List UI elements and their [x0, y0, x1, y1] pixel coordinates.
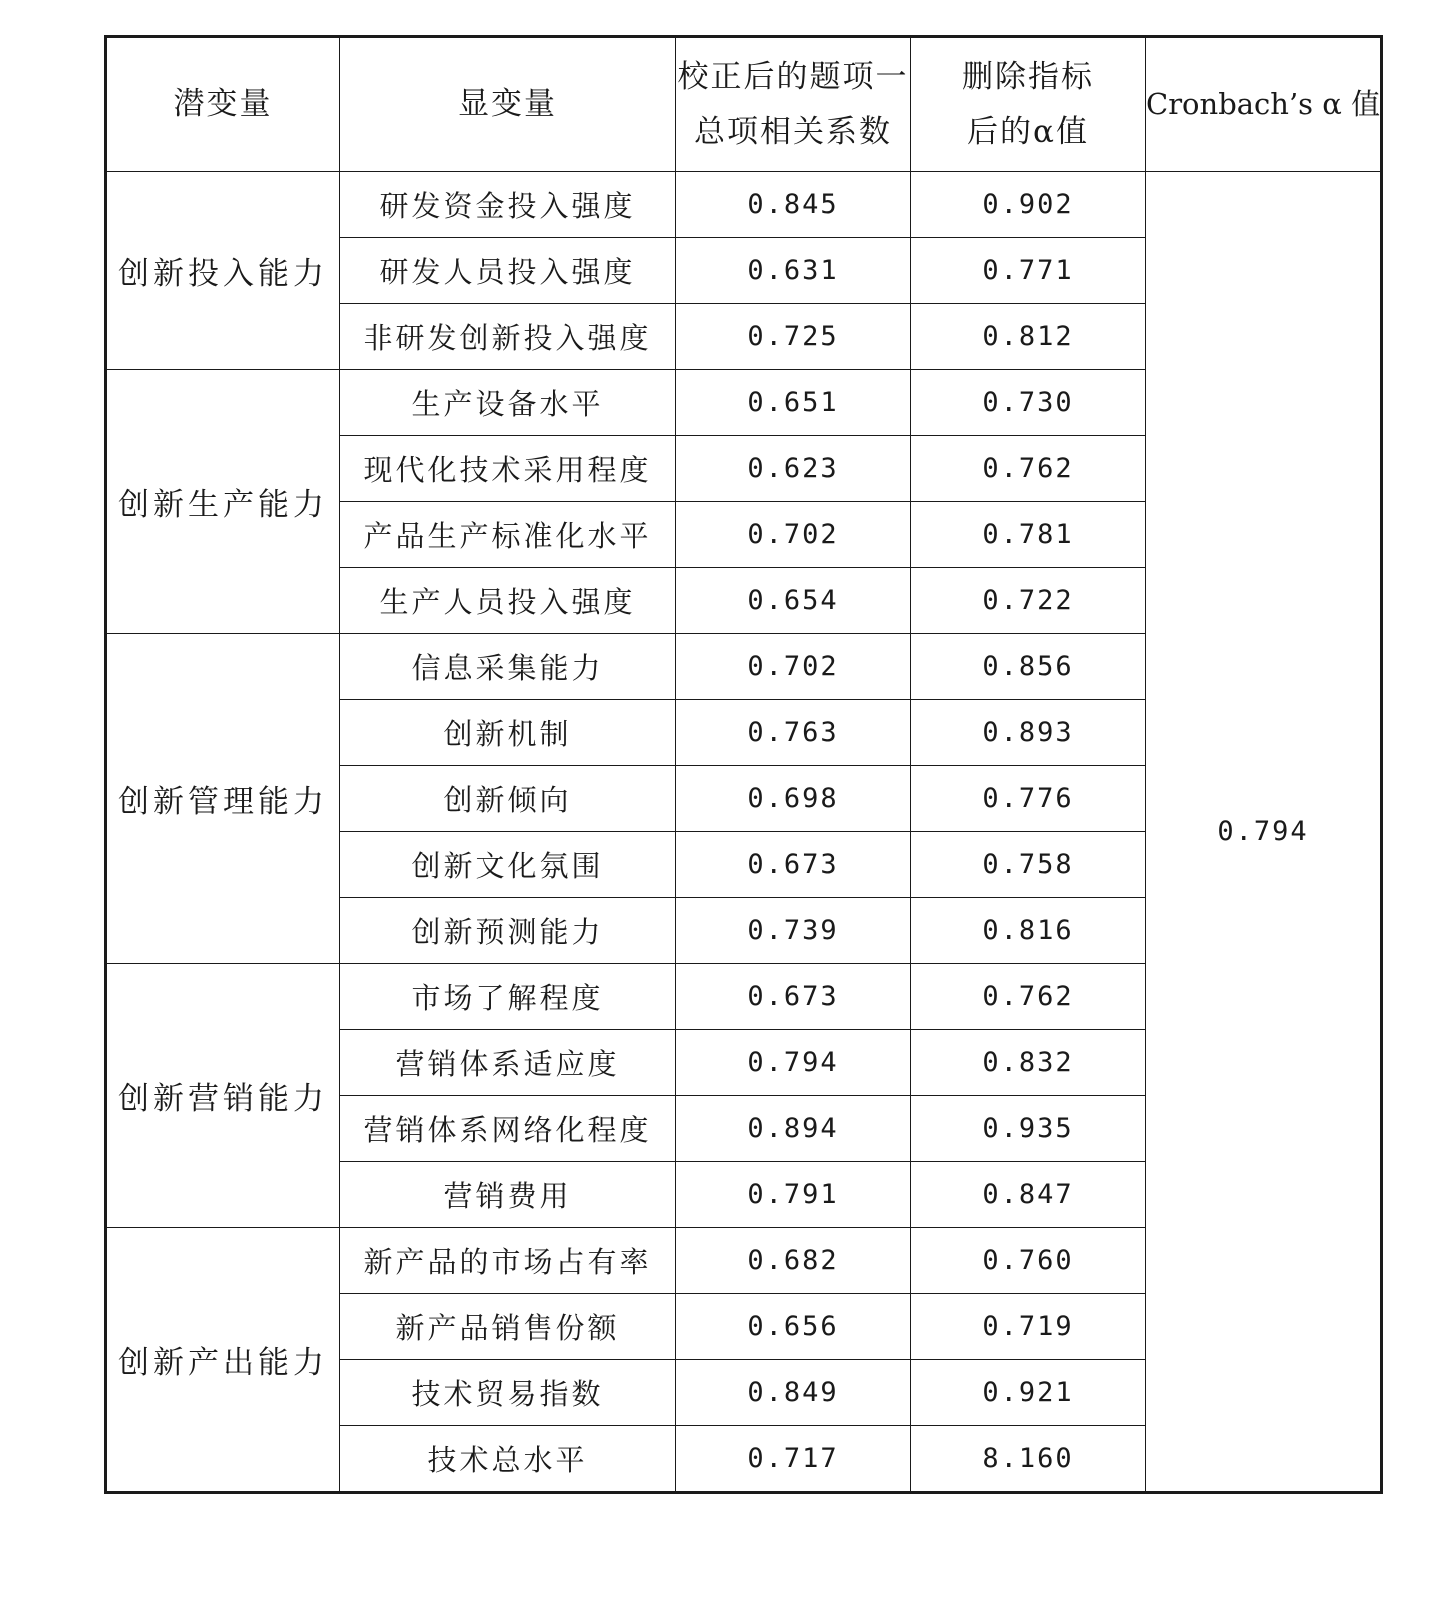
- observed-variable-cell: 技术总水平: [340, 1426, 676, 1493]
- observed-variable-cell: 市场了解程度: [340, 964, 676, 1030]
- observed-variable-cell: 营销体系适应度: [340, 1030, 676, 1096]
- observed-variable-cell: 营销体系网络化程度: [340, 1096, 676, 1162]
- alpha-if-deleted-cell: 8.160: [911, 1426, 1146, 1493]
- citc-value-cell: 0.673: [676, 832, 911, 898]
- alpha-if-deleted-cell: 0.762: [911, 436, 1146, 502]
- header-citc-line2: 总项相关系数: [694, 113, 892, 150]
- alpha-if-deleted-cell: 0.856: [911, 634, 1146, 700]
- overall-cronbach-alpha-cell: 0.794: [1146, 172, 1382, 1493]
- observed-variable-cell: 非研发创新投入强度: [340, 304, 676, 370]
- observed-variable-cell: 生产设备水平: [340, 370, 676, 436]
- citc-value-cell: 0.702: [676, 634, 911, 700]
- header-alpha-if-deleted: [911, 37, 1146, 172]
- alpha-if-deleted-cell: 0.921: [911, 1360, 1146, 1426]
- observed-variable-cell: 创新文化氛围: [340, 832, 676, 898]
- alpha-if-deleted-cell: 0.893: [911, 700, 1146, 766]
- alpha-if-deleted-cell: 0.812: [911, 304, 1146, 370]
- observed-variable-cell: 现代化技术采用程度: [340, 436, 676, 502]
- observed-variable-cell: 新产品的市场占有率: [340, 1228, 676, 1294]
- citc-value-cell: 0.623: [676, 436, 911, 502]
- header-corrected-item-total-correlation: [676, 37, 911, 172]
- observed-variable-cell: 信息采集能力: [340, 634, 676, 700]
- header-observed-variable: 显变量: [340, 37, 676, 172]
- citc-value-cell: 0.763: [676, 700, 911, 766]
- table-header: [106, 37, 1382, 172]
- alpha-if-deleted-cell: 0.722: [911, 568, 1146, 634]
- header-alpha-deleted-line1: 删除指标: [962, 58, 1094, 95]
- alpha-if-deleted-cell: 0.758: [911, 832, 1146, 898]
- citc-value-cell: 0.725: [676, 304, 911, 370]
- table-body: [106, 172, 1382, 1493]
- observed-variable-cell: 创新预测能力: [340, 898, 676, 964]
- citc-value-cell: 0.717: [676, 1426, 911, 1493]
- observed-variable-cell: 营销费用: [340, 1162, 676, 1228]
- citc-value-cell: 0.656: [676, 1294, 911, 1360]
- observed-variable-cell: 研发人员投入强度: [340, 238, 676, 304]
- table-row: [106, 172, 1382, 238]
- latent-variable-cell: 创新生产能力: [106, 370, 340, 634]
- observed-variable-cell: 产品生产标准化水平: [340, 502, 676, 568]
- alpha-if-deleted-cell: 0.760: [911, 1228, 1146, 1294]
- alpha-if-deleted-cell: 0.776: [911, 766, 1146, 832]
- citc-value-cell: 0.702: [676, 502, 911, 568]
- alpha-if-deleted-cell: 0.771: [911, 238, 1146, 304]
- alpha-if-deleted-cell: 0.730: [911, 370, 1146, 436]
- citc-value-cell: 0.654: [676, 568, 911, 634]
- latent-variable-cell: 创新投入能力: [106, 172, 340, 370]
- citc-value-cell: 0.698: [676, 766, 911, 832]
- citc-value-cell: 0.682: [676, 1228, 911, 1294]
- latent-variable-cell: 创新管理能力: [106, 634, 340, 964]
- reliability-table: [104, 35, 1383, 1494]
- latent-variable-cell: 创新营销能力: [106, 964, 340, 1228]
- observed-variable-cell: 技术贸易指数: [340, 1360, 676, 1426]
- header-citc-line1: 校正后的题项一: [677, 58, 909, 95]
- alpha-if-deleted-cell: 0.781: [911, 502, 1146, 568]
- citc-value-cell: 0.673: [676, 964, 911, 1030]
- alpha-if-deleted-cell: 0.762: [911, 964, 1146, 1030]
- header-row: [106, 37, 1382, 172]
- observed-variable-cell: 生产人员投入强度: [340, 568, 676, 634]
- alpha-if-deleted-cell: 0.719: [911, 1294, 1146, 1360]
- observed-variable-cell: 新产品销售份额: [340, 1294, 676, 1360]
- citc-value-cell: 0.791: [676, 1162, 911, 1228]
- citc-value-cell: 0.651: [676, 370, 911, 436]
- header-cronbach-label: Cronbach’s α 值: [1146, 87, 1381, 121]
- header-cronbach-alpha: [1146, 37, 1382, 172]
- citc-value-cell: 0.631: [676, 238, 911, 304]
- alpha-if-deleted-cell: 0.847: [911, 1162, 1146, 1228]
- observed-variable-cell: 创新机制: [340, 700, 676, 766]
- citc-value-cell: 0.894: [676, 1096, 911, 1162]
- observed-variable-cell: 研发资金投入强度: [340, 172, 676, 238]
- citc-value-cell: 0.845: [676, 172, 911, 238]
- citc-value-cell: 0.849: [676, 1360, 911, 1426]
- observed-variable-cell: 创新倾向: [340, 766, 676, 832]
- alpha-if-deleted-cell: 0.902: [911, 172, 1146, 238]
- header-alpha-deleted-line2: 后的α值: [967, 113, 1089, 150]
- alpha-if-deleted-cell: 0.935: [911, 1096, 1146, 1162]
- citc-value-cell: 0.739: [676, 898, 911, 964]
- citc-value-cell: 0.794: [676, 1030, 911, 1096]
- latent-variable-cell: 创新产出能力: [106, 1228, 340, 1493]
- alpha-if-deleted-cell: 0.832: [911, 1030, 1146, 1096]
- alpha-if-deleted-cell: 0.816: [911, 898, 1146, 964]
- header-latent-variable: 潜变量: [106, 37, 340, 172]
